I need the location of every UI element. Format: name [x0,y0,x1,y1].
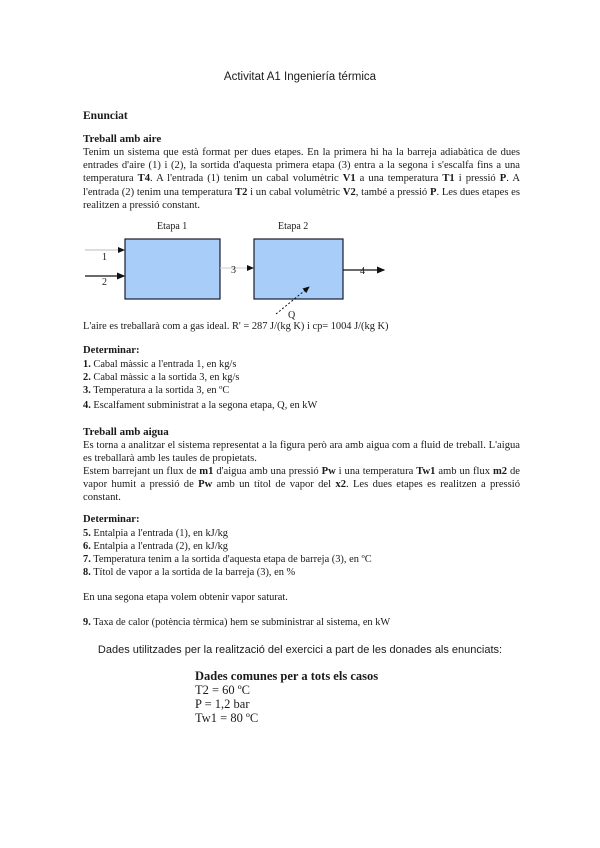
data-value: T2 = 60 ºC [195,683,251,697]
data-intro: Dades utilitzades per la realització del exercici a part de les donades als enunciats: [97,644,503,656]
water-determinar-heading: Determinar: [83,514,140,525]
stage1-label: Etapa 1 [157,221,188,232]
data-value: P = 1,2 bar [195,697,250,711]
document-title: Activitat A1 Ingeniería térmica [223,71,377,83]
data-value: Tw1 = 80 ºC [195,711,259,725]
air-paragraph: Tenim un sistema que està format per dues etapes. En la primera hi ha la barreja adiabàtica de dues entrades d'aire (1) i (2), la sortida d'aquesta primera etapa (3) entra a la segona i s'escalfa fins a una temperatura T4. A l'entrada (1) tenim un cabal volumètric V1 a una temperatura T1 i pressió P. A l'entrada (2) tenim una temperatura T2 i un cabal volumètric V2, també a pressió P. Les dues etapes es realitzen a pressió constant. [83,147,521,211]
water-paragraph-1: Es torna a analitzar el sistema representat a la figura però ara amb aigua com a fluid de treball. L'aigua es treballarà amb les taules de propietats. [83,440,520,465]
stream-2-label: 2 [102,277,107,288]
water-question-list [83,527,372,579]
common-data-block [195,669,378,725]
question-item: 3. Temperatura a la sortida 3, en ºC [83,385,230,396]
two-stage-diagram [80,214,420,324]
air-determinar-heading: Determinar: [83,345,140,356]
gas-note: L'aire es treballarà com a gas ideal. R' = 287 J/(kg K) i cp= 1004 J/(kg K) [83,321,389,332]
question-item-9: 9. Taxa de calor (potència tèrmica) hem se subministrar al sistema, en kW [83,617,391,628]
stream-4-label: 4 [360,266,365,277]
question-item: 4. Escalfament subministrat a la segona etapa, Q, en kW [83,400,318,411]
water-heading: Treball amb aigua [83,426,169,438]
process-diagram [80,214,420,324]
stream-1-label: 1 [102,252,107,263]
stage2-box [254,239,343,299]
air-question-list [83,358,317,412]
stage1-box [125,239,220,299]
heat-q-label: Q [288,310,296,321]
question-item: 8. Títol de vapor a la sortida de la barreja (3), en % [83,567,296,578]
question-item: 6. Entalpia a l'entrada (2), en kJ/kg [83,541,228,552]
second-stage-note: En una segona etapa volem obtenir vapor saturat. [83,592,288,603]
common-data-heading: Dades comunes per a tots els casos [195,669,379,683]
stream-3-label: 3 [231,265,236,276]
water-paragraph-2: Estem barrejant un flux de m1 d'aigua amb una pressió Pw i una temperatura Tw1 amb un flux m2 de vapor humit a pressió de Pw amb un títol de vapor del x2. Les dues etapes es realitzen a pressió constant. [83,466,521,504]
stage2-label: Etapa 2 [278,221,309,232]
question-item: 7. Temperatura tenim a la sortida d'aquesta etapa de barreja (3), en ºC [83,554,372,565]
section-heading: Enunciat [83,110,128,122]
question-item: 5. Entalpia a l'entrada (1), en kJ/kg [83,528,228,539]
question-item: 2. Cabal màssic a la sortida 3, en kg/s [83,372,240,383]
question-item: 1. Cabal màssic a l'entrada 1, en kg/s [83,359,237,370]
air-heading: Treball amb aire [83,133,162,145]
